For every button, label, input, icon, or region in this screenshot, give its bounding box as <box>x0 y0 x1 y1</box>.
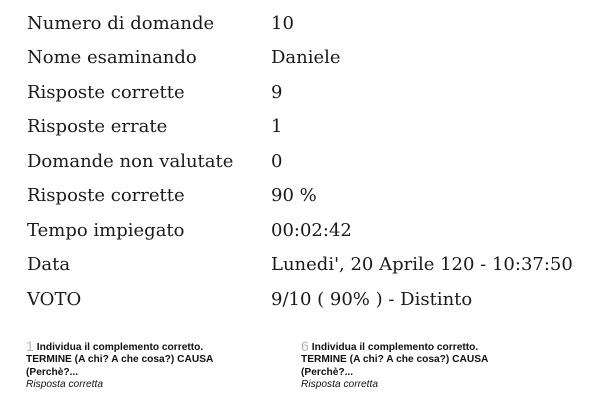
summary-label: Risposte corrette <box>27 185 185 207</box>
question-text <box>301 340 541 354</box>
answer-status: Risposta corretta <box>26 378 104 390</box>
summary-row-unrated-questions <box>27 144 597 179</box>
summary-row-time-spent <box>27 213 597 248</box>
summary-row-examinee-name <box>27 41 597 76</box>
summary-value: 1 <box>271 116 283 138</box>
summary-label: Nome esaminando <box>27 47 197 69</box>
summary-value: 10 <box>271 12 294 34</box>
summary-label: Tempo impiegato <box>27 219 185 241</box>
summary-label: Risposte errate <box>27 116 168 138</box>
question-number: 1 <box>26 338 34 354</box>
question-item[interactable] <box>26 340 266 391</box>
summary-value: 0 <box>271 150 283 172</box>
summary-label: VOTO <box>27 288 82 310</box>
question-number: 6 <box>301 338 309 354</box>
summary-value: 9/10 ( 90% ) - Distinto <box>271 288 473 310</box>
summary-row-wrong-answers <box>27 110 597 145</box>
summary-label: Numero di domande <box>27 12 215 34</box>
question-item[interactable] <box>301 340 541 391</box>
summary-row-question-count <box>27 6 597 41</box>
summary-row-grade <box>27 282 597 317</box>
summary-label: Data <box>27 254 71 276</box>
question-text-line: Individua il complemento corretto. <box>36 342 204 353</box>
summary-row-correct-percent <box>27 179 597 214</box>
summary-label: Domande non valutate <box>27 150 234 172</box>
answer-status: Risposta corretta <box>301 378 379 390</box>
question-text-line: (Perchè?... <box>26 366 79 378</box>
summary-value: 90 % <box>271 185 317 207</box>
question-text-line: (Perchè?... <box>301 366 354 378</box>
question-text <box>26 340 266 354</box>
question-text-line: Individua il complemento corretto. <box>311 342 479 353</box>
summary-row-date <box>27 248 597 283</box>
summary-value: 00:02:42 <box>271 219 352 241</box>
summary-row-correct-answers <box>27 75 597 110</box>
question-text-line: TERMINE (A chi? A che cosa?) CAUSA <box>301 354 489 366</box>
summary-value: Daniele <box>271 47 341 69</box>
summary-value: Lunedi', 20 Aprile 120 - 10:37:50 <box>271 254 573 276</box>
question-text-line: TERMINE (A chi? A che cosa?) CAUSA <box>26 354 214 366</box>
summary-value: 9 <box>271 81 283 103</box>
results-summary <box>27 6 597 317</box>
summary-label: Risposte corrette <box>27 81 185 103</box>
